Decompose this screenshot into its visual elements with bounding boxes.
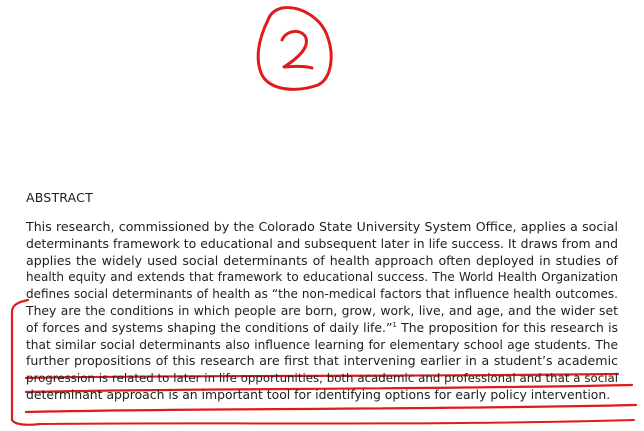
underline-3 [26,405,636,412]
abstract-line-7-tail: The proposition for this research is [396,319,619,335]
abstract-heading: ABSTRACT [26,190,93,205]
abstract-line-5: defines social determinants of health as “the non-medical factors that influence health outcomes. [26,287,618,302]
abstract-line-4: health equity and extends that framework to educational success. The World Health Organization [26,270,618,285]
abstract-paragraph [26,219,618,404]
abstract-line-7-text: of forces and systems shaping the conditions of daily life.” [26,319,393,335]
annotation-circle [258,8,331,90]
abstract-line-2: determinants framework to educational and subsequent later in life success. It draws from and [26,235,618,251]
abstract-line-1: This research, commissioned by the Colorado State University System Office, applies a social [26,219,618,234]
abstract-line-11: determinant approach is an important tool for identifying options for early policy intervention. [26,386,611,402]
underline-4 [40,420,634,424]
abstract-line-8: that similar social determinants also influence learning for elementary school age students. The [26,337,618,352]
circled-number-annotation [258,8,331,90]
abstract-line-6: They are the conditions in which people are born, grow, work, live, and age, and the wider set [26,302,618,318]
abstract-line-3: applies the widely used social determinants of health approach often deployed in studies of [26,252,618,268]
abstract-line-9: further propositions of this research are first that intervening earlier in a student’s academic [26,353,618,369]
annotation-digit-two [282,31,312,68]
abstract-line-10: progression is related to later in life opportunities, both academic and professional and that a social [26,371,618,386]
footnote-marker: 1 [392,320,397,329]
abstract-line-7 [26,320,618,337]
